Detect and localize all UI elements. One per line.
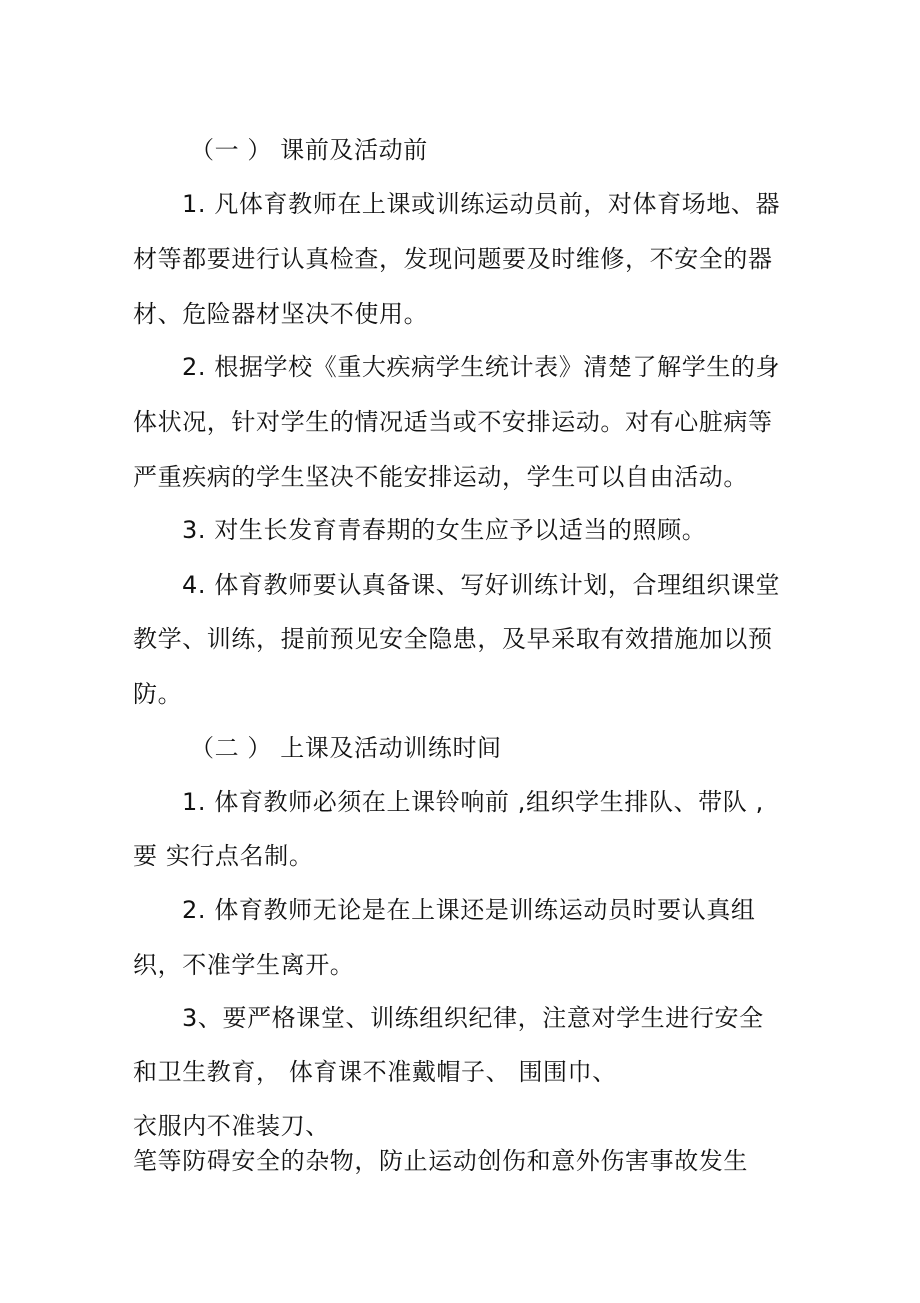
section-2-item-3-line-4: 笔等防碍安全的杂物，防止运动创伤和意外伤害事故发生 xyxy=(133,1147,748,1175)
section-1-item-4-line-3: 防。 xyxy=(133,680,183,708)
section-1-item-2-line-3: 严重疾病的学生坚决不能安排运动，学生可以自由活动。 xyxy=(133,463,748,491)
section-1-item-1-line-3: 材、危险器材坚决不使用。 xyxy=(133,300,429,328)
section-1-item-4-line-2: 教学、训练，提前预见安全隐患，及早采取有效措施加以预 xyxy=(133,625,773,653)
section-2-item-2-line-1: 2. 体育教师无论是在上课还是训练运动员时要认真组 xyxy=(182,896,756,924)
section-2-item-3-line-1: 3、要严格课堂、训练组织纪律，注意对学生进行安全 xyxy=(182,1004,764,1032)
section-2-item-1-line-2: 要 实行点名制。 xyxy=(133,842,314,870)
section-1-item-1-line-2: 材等都要进行认真检查，发现问题要及时维修，不安全的器 xyxy=(133,245,773,273)
section-1-item-1-line-1: 1. 凡体育教师在上课或训练运动员前，对体育场地、器 xyxy=(182,190,781,218)
section-1-item-3-line-1: 3. 对生长发育青春期的女生应予以适当的照顾。 xyxy=(182,516,707,544)
section-2-item-1-line-1: 1. 体育教师必须在上课铃响前 ,组织学生排队、带队 , xyxy=(182,788,764,816)
section-2-heading: （二 ） 上课及活动训练时间 xyxy=(190,734,502,762)
section-1-item-4-line-1: 4. 体育教师要认真备课、写好训练计划，合理组织课堂 xyxy=(182,571,781,599)
section-2-item-3-line-3: 衣服内不准装刀、 xyxy=(133,1112,330,1140)
section-1-item-2-line-2: 体状况，针对学生的情况适当或不安排运动。对有心脏病等 xyxy=(133,408,773,436)
section-2-item-3-line-2: 和卫生教育， 体育课不准戴帽子、 围围巾、 xyxy=(133,1058,617,1086)
section-1-item-2-line-1: 2. 根据学校《重大疾病学生统计表》清楚了解学生的身 xyxy=(182,353,781,381)
section-1-heading: （一 ） 课前及活动前 xyxy=(190,136,428,164)
section-2-item-2-line-2: 织，不准学生离开。 xyxy=(133,951,355,979)
